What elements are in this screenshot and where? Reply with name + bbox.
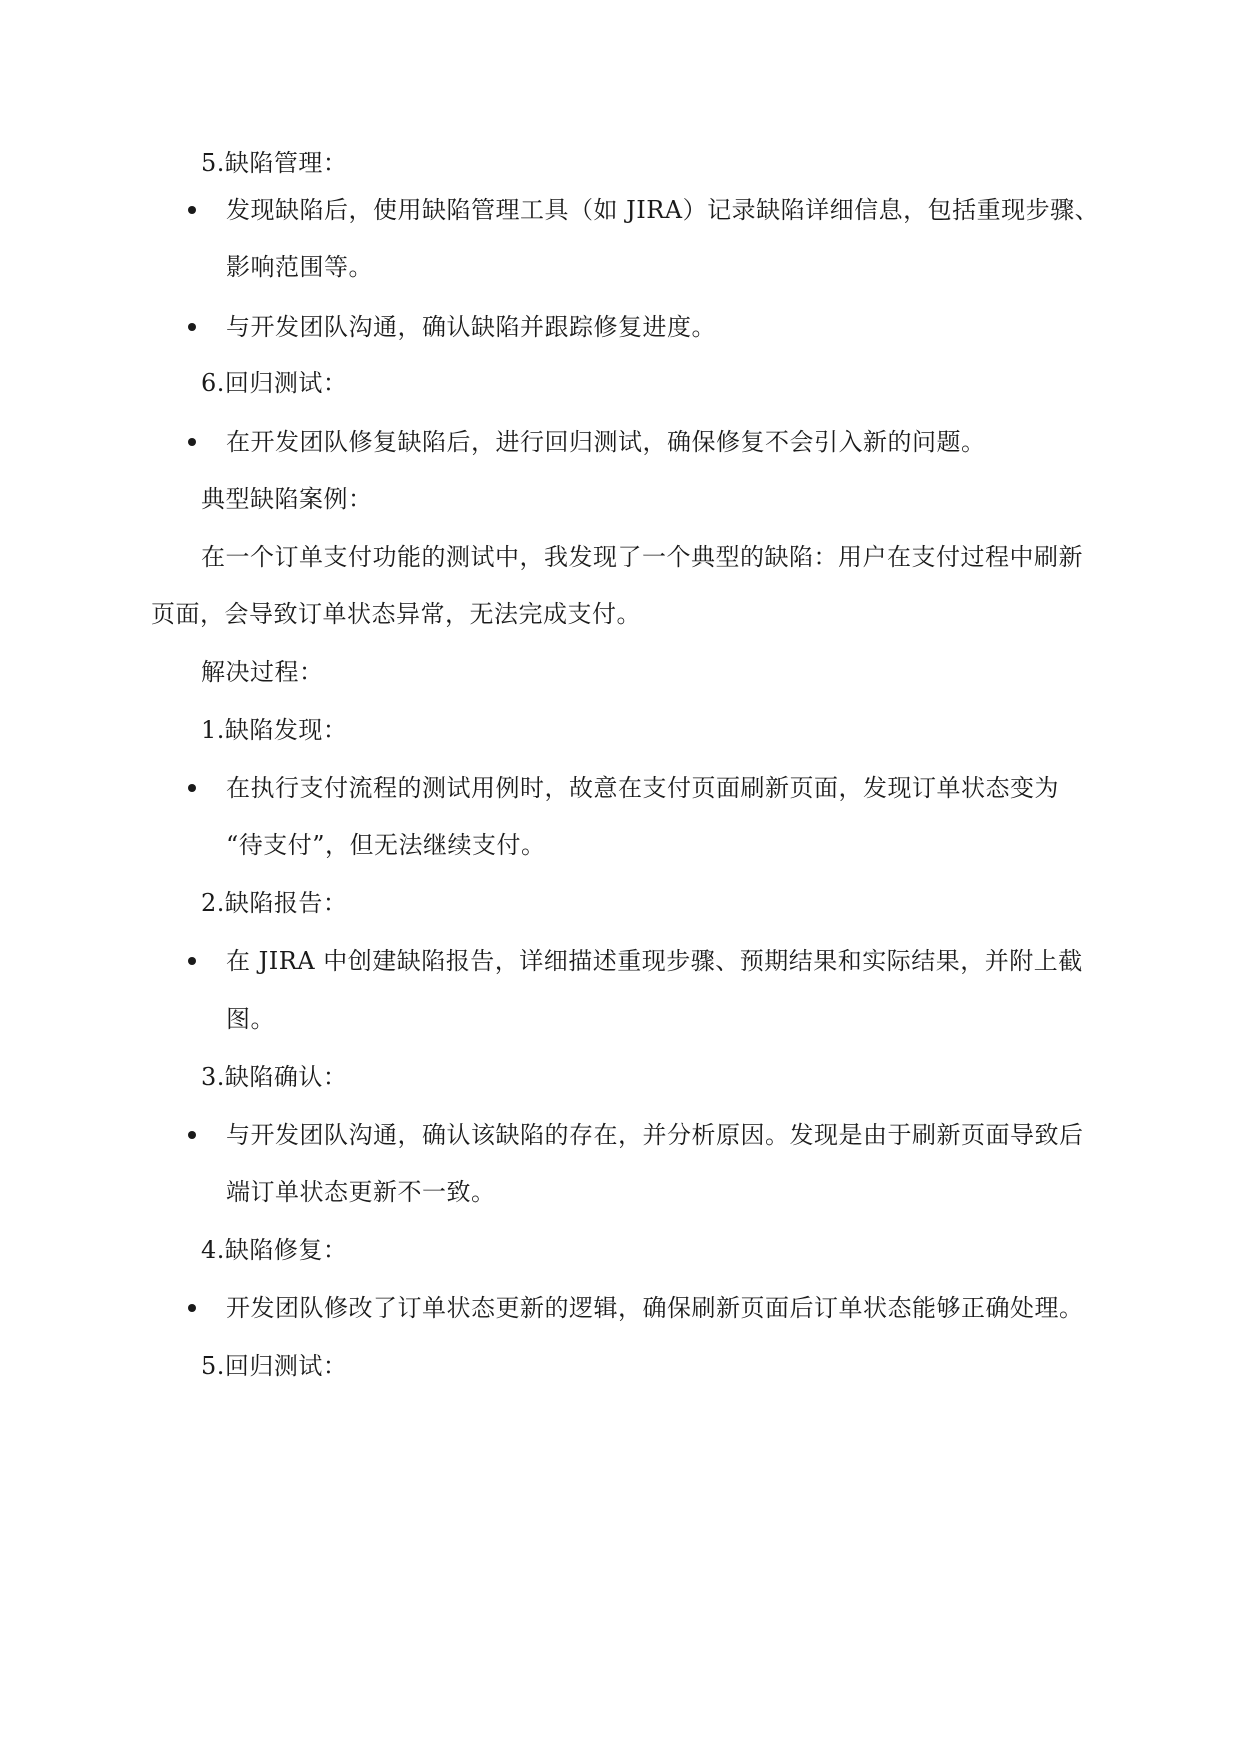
section-heading-defect-discovery: 1.缺陷发现： (201, 716, 348, 744)
bullet-icon (188, 1131, 196, 1139)
paragraph-typical-case-heading: 典型缺陷案例： (201, 485, 373, 513)
paragraph-text: 在一个订单支付功能的测试中，我发现了一个典型的缺陷：用户在支付过程中刷新 (201, 543, 1083, 571)
bullet-icon (188, 206, 196, 214)
section-heading-defect-report: 2.缺陷报告： (201, 889, 348, 917)
bullet-item-text-continued: “待支付”，但无法继续支付。 (226, 831, 546, 859)
section-heading-defect-management: 5.缺陷管理： (201, 149, 348, 177)
bullet-item-text: 发现缺陷后，使用缺陷管理工具（如 JIRA）记录缺陷详细信息，包括重现步骤、 (226, 196, 1100, 224)
paragraph-text-continued: 页面，会导致订单状态异常，无法完成支付。 (151, 600, 641, 628)
bullet-item-text-continued: 端订单状态更新不一致。 (226, 1178, 496, 1206)
bullet-item-text: 在 JIRA 中创建缺陷报告，详细描述重现步骤、预期结果和实际结果，并附上截 (226, 947, 1083, 975)
bullet-icon (188, 323, 196, 331)
bullet-icon (188, 784, 196, 792)
section-heading-defect-fix: 4.缺陷修复： (201, 1236, 348, 1264)
bullet-item-text-continued: 图。 (226, 1005, 275, 1033)
bullet-item-text: 在开发团队修复缺陷后，进行回归测试，确保修复不会引入新的问题。 (226, 428, 986, 456)
bullet-icon (188, 957, 196, 965)
bullet-item-text: 与开发团队沟通，确认缺陷并跟踪修复进度。 (226, 313, 716, 341)
section-heading-defect-confirmation: 3.缺陷确认： (201, 1063, 348, 1091)
bullet-item-text: 在执行支付流程的测试用例时，故意在支付页面刷新页面，发现订单状态变为 (226, 774, 1059, 802)
bullet-item-text: 开发团队修改了订单状态更新的逻辑，确保刷新页面后订单状态能够正确处理。 (226, 1294, 1084, 1322)
bullet-icon (188, 1304, 196, 1312)
paragraph-resolution-heading: 解决过程： (201, 658, 324, 686)
bullet-icon (188, 438, 196, 446)
section-heading-regression-testing-2: 5.回归测试： (201, 1352, 348, 1380)
bullet-item-text: 与开发团队沟通，确认该缺陷的存在，并分析原因。发现是由于刷新页面导致后 (226, 1121, 1084, 1149)
section-heading-regression-testing: 6.回归测试： (201, 369, 348, 397)
bullet-item-text-continued: 影响范围等。 (226, 253, 373, 281)
